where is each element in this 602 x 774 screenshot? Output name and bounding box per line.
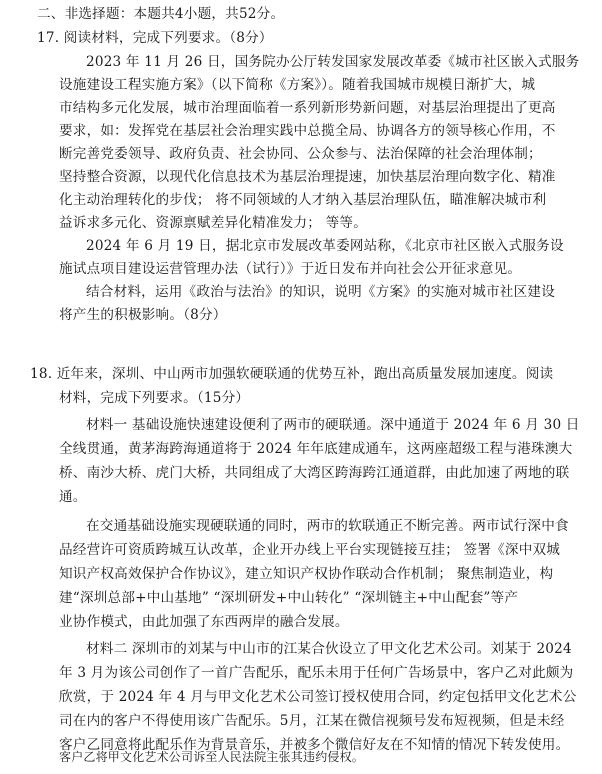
q17-task: 将产生的积极影响。（8分） — [59, 307, 227, 323]
material-1-line: 建“深圳总部+中山基地” “深圳研发+中山转化” “深圳链主+中山配套”等产 — [59, 590, 519, 606]
material-2-line: 年 3 月为该公司创作了一首广告配乐，配乐未用于任何广告场景中，客户乙对此颇为 — [59, 665, 574, 681]
material-2-line: 欣赏，于 2024 年 4 月与甲文化艺术公司签订授权使用合同，约定包括甲文化艺术公 — [59, 689, 577, 705]
q17-line: 设施建设工程实施方案》（以下简称《方案》）。随着我国城市规模日渐扩大，城 — [59, 77, 536, 93]
material-1-line: 业协作模式，由此加强了东西两岸的融合发展。 — [59, 614, 349, 630]
q17-line: 断完善党委领导、政府负责、社会协同、公众参与、法治保障的社会治理体制； — [59, 146, 542, 162]
question-18-intro: 18. 近年来，深圳、中山两市加强软硬联通的优势互补，跑出高质量发展加速度。阅读 — [30, 366, 554, 382]
material-1-line: 知识产权高效保护合作协议》，建立知识产权协作联动合作机制； 聚焦制造业，构 — [59, 566, 554, 582]
material-1-line: 桥、南沙大桥、虎门大桥，共同组成了大湾区跨海跨江通道群，由此加速了两地的联 — [59, 465, 570, 481]
q17-line: 坚持整合资源，以现代化信息技术为基层治理提速，加快基层治理向数字化、精准 — [59, 169, 556, 185]
q17-line: 2024 年 6 月 19 日，据北京市发展改革委网站称，《北京市社区嵌入式服务设 — [86, 238, 564, 254]
q17-line: 益诉求多元化、资源禀赋差异化精准发力； 等等。 — [59, 215, 367, 231]
material-1-line: 在交通基础设施实现硬联通的同时，两市的软联通正不断完善。两市试行深中食 — [86, 518, 569, 534]
material-1-line: 全线贯通，黄茅海跨海通道将于 2024 年年底建成通车，这两座超级工程与港珠澳大 — [59, 441, 573, 457]
q17-task: 结合材料，运用《政治与法治》的知识，说明《方案》的实施对城市社区建设 — [86, 284, 555, 300]
material-1-line: 材料一 基础设施快速建设便利了两市的硬联通。深中通道于 2024 年 6 月 30 日 — [86, 417, 580, 433]
material-2-line: 客户乙同意将此配乐作为背景音乐，并被多个微信好友在不知情的情况下转发使用。 — [59, 737, 570, 753]
q17-line: 市结构多元化发展，城市治理面临着一系列新形势新问题，对基层治理提出了更高 — [59, 100, 556, 116]
material-1-line: 通。 — [59, 489, 87, 505]
q17-line: 要求，如：发挥党在基层社会治理实践中总揽全局、协调各方的领导核心作用，不 — [59, 123, 556, 139]
q17-line: 2023 年 11 月 26 日，国务院办公厅转发国家发展改革委《城市社区嵌入式服务 — [86, 54, 580, 70]
question-17-intro: 17. 阅读材料，完成下列要求。（8分） — [37, 30, 273, 46]
material-2-line: 司在内的客户不得使用该广告配乐。5月，江某在微信视频号发布短视频，但是未经 — [59, 713, 565, 729]
q17-line: 施试点项目建设运营管理办法（试行）》于近日发布并向社会公开征求意见。 — [59, 261, 522, 277]
material-2-line: 客户乙将甲文化艺术公司诉至人民法院主张其违约侵权。 — [59, 750, 365, 764]
question-18-intro: 材料，完成下列要求。（15分） — [59, 390, 250, 406]
material-1-line: 品经营许可资质跨城互认改革，企业开办线上平台实现链接互挂； 签署《深中双城 — [59, 542, 561, 558]
material-2-line: 材料二 深圳市的刘某与中山市的江某合伙设立了甲文化艺术公司。刘某于 2024 — [86, 641, 572, 657]
q17-line: 化主动治理转化的步伐； 将不同领域的人才纳入基层治理队伍，瞄准解决城市利 — [59, 192, 547, 208]
section-heading: 二、非选择题：本题共4小题，共52分。 — [37, 6, 285, 22]
